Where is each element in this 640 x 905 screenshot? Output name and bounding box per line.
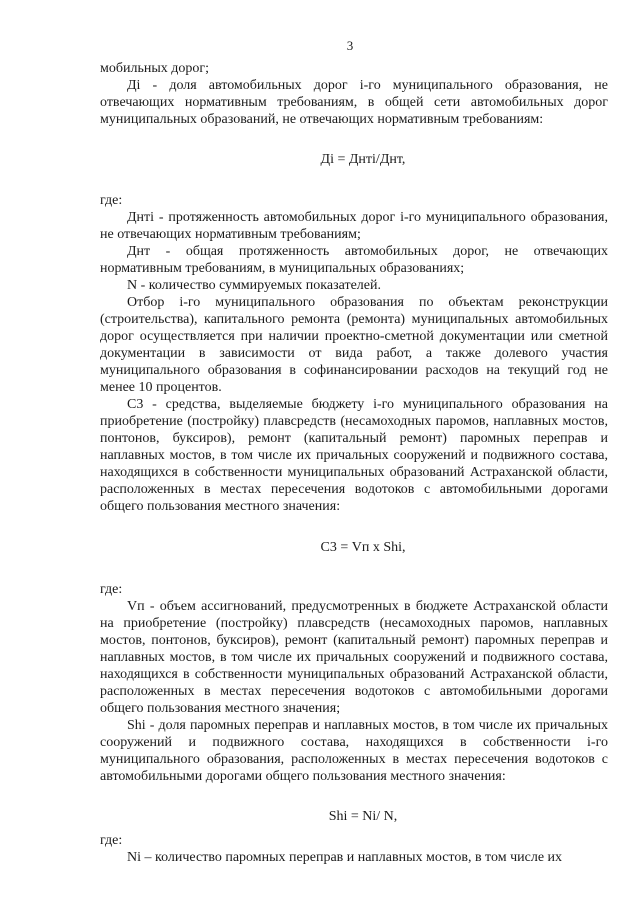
where-label-2: где: xyxy=(100,582,123,597)
paragraph-continuation: мобильных дорог; xyxy=(100,61,209,76)
document-body xyxy=(100,60,608,866)
paragraph-ni-definition: Ni – количество паромных переправ и наплавных мостов, в том числе их xyxy=(127,850,563,865)
paragraph-vp-definition: Vп - объем ассигнований, предусмотренных в бюджете Астраханской области на приобретение (постройку) плавсредств (несамоходных паромов, наплавных мостов, понтонов, буксиров), ремонт (капитальный ремонт) паромных переправ и наплавных мостов, в том числе их причальных сооружений и подвижного состава, находящихся в собственности муниципальных образований Астраханской области, расположенных в местах пересечения водотоков с автомобильными дорогами общего пользования местного значения; xyxy=(100,599,608,716)
paragraph-dnti-definition: Днтi - протяженность автомобильных дорог i-го муниципального образования, не отвечающих нормативным требованиям; xyxy=(100,210,608,242)
formula-c3: С3 = Vп x Shi, xyxy=(320,540,406,555)
formula-di: Дi = Днтi/Днт, xyxy=(320,152,406,167)
paragraph-c3-definition: С3 - средства, выделяемые бюджету i-го муниципального образования на приобретение (постройку) плавсредств (несамоходных паромов, наплавных мостов, понтонов, буксиров), ремонт (капитальный ремонт) паромных переправ и наплавных мостов, в том числе их причальных сооружений и подвижного состава, находящихся в собственности муниципальных образований Астраханской области, расположенных в местах пересечения водотоков с автомобильными дорогами общего пользования местного значения: xyxy=(100,397,608,514)
formula-shi: Shi = Ni/ N, xyxy=(328,809,398,824)
page-number: 3 xyxy=(346,38,354,53)
paragraph-dnt-definition: Днт - общая протяженность автомобильных дорог, не отвечающих нормативным требованиям, в муниципальных образованиях; xyxy=(100,244,608,276)
paragraph-di-definition: Дi - доля автомобильных дорог i-го муниципального образования, не отвечающих нормативным требованиям, в общей сети автомобильных дорог муниципальных образований, не отвечающих нормативным требованиям: xyxy=(100,78,608,127)
where-label-1: где: xyxy=(100,193,123,208)
paragraph-n-definition: N - количество суммируемых показателей. xyxy=(127,278,381,293)
where-label-3: где: xyxy=(100,833,123,848)
paragraph-selection-criteria: Отбор i-го муниципального образования по объектам реконструкции (строительства), капитального ремонта (ремонта) муниципальных автомобильных дорог осуществляется при наличии проектно-сметной документации или сметной документации в зависимости от вида работ, а также долевого участия муниципального образования в софинансировании расходов на текущий год не менее 10 процентов. xyxy=(100,295,608,395)
paragraph-shi-definition: Shi - доля паромных переправ и наплавных мостов, в том числе их причальных сооружений и подвижного состава, находящихся в собственности i-го муниципального образования, расположенных в местах пересечения водотоков с автомобильными дорогами общего пользования местного значения: xyxy=(100,718,608,784)
